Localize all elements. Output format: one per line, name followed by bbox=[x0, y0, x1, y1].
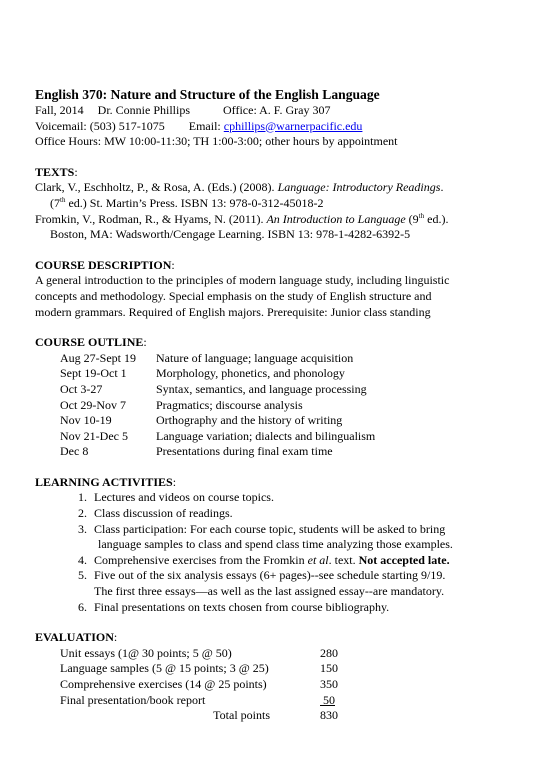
eval-points: 150 bbox=[320, 661, 338, 676]
table-row bbox=[35, 677, 525, 693]
eval-points: 350 bbox=[320, 677, 338, 691]
textbook-1-title: Language: Introductory Readings bbox=[277, 180, 441, 195]
total-row bbox=[35, 708, 525, 724]
activity-3: Class participation: For each course topic, students will be asked to bring bbox=[94, 521, 446, 536]
activity-6: Final presentations on texts chosen from course bibliography. bbox=[94, 599, 390, 614]
activities-heading: LEARNING ACTIVITIES: bbox=[35, 474, 177, 489]
office-location: Office: A. F. Gray 307 bbox=[223, 103, 331, 117]
activity-2: Class discussion of readings. bbox=[94, 506, 233, 521]
outline-row bbox=[35, 444, 525, 460]
activity-4-mid: . text. bbox=[328, 552, 359, 567]
term: Fall, 2014 bbox=[35, 103, 84, 117]
outline-heading-label: COURSE OUTLINE bbox=[35, 335, 144, 350]
list-item bbox=[90, 506, 525, 522]
outline-date: Sept 19-Oct 1 bbox=[60, 366, 127, 381]
total-label: Total points bbox=[213, 708, 270, 723]
outline-row bbox=[35, 351, 525, 367]
texts-heading: TEXTS: bbox=[35, 164, 78, 179]
evaluation-heading: EVALUATION: bbox=[35, 630, 118, 645]
texts-heading-label: TEXTS bbox=[35, 164, 75, 179]
table-row bbox=[35, 661, 525, 677]
outline-date: Dec 8 bbox=[60, 444, 89, 459]
eval-points: 50 bbox=[320, 692, 335, 707]
activity-4: Comprehensive exercises from the Fromkin bbox=[94, 552, 308, 567]
activity-3-continued: language samples to class and spend class time analyzing those examples. bbox=[98, 537, 453, 552]
textbook-1-authors: Clark, V., Eschholtz, P., & Rosa, A. (Eds.) (2008). bbox=[35, 180, 278, 195]
outline-row bbox=[35, 413, 525, 429]
evaluation-heading-label: EVALUATION bbox=[35, 630, 114, 645]
outline-row bbox=[35, 429, 525, 445]
list-item bbox=[90, 522, 525, 553]
textbook-1-end: . bbox=[440, 180, 444, 195]
textbook-1-edition bbox=[35, 196, 525, 212]
outline-topic: Pragmatics; discourse analysis bbox=[156, 397, 303, 412]
syllabus-content bbox=[35, 86, 525, 724]
contact-line bbox=[35, 119, 525, 135]
textbook-1 bbox=[35, 180, 525, 196]
voicemail: Voicemail: (503) 517-1075 bbox=[35, 118, 165, 133]
outline-date: Nov 10-19 bbox=[60, 413, 112, 428]
outline-topic: Language variation; dialects and bilingualism bbox=[156, 428, 376, 443]
textbook-2-authors: Fromkin, V., Rodman, R., & Hyams, N. (2011). bbox=[35, 211, 267, 226]
textbook-2-title: An Introduction to Language bbox=[266, 211, 406, 226]
outline-topic: Orthography and the history of writing bbox=[156, 413, 343, 428]
description-heading: COURSE DESCRIPTION: bbox=[35, 257, 175, 272]
instructor-name: Dr. Connie Phillips bbox=[97, 103, 191, 117]
eval-item: Unit essays (1@ 30 points; 5 @ 50) bbox=[60, 645, 232, 660]
list-item bbox=[90, 600, 525, 616]
textbook-2-edition-sup: th bbox=[418, 211, 425, 220]
eval-item: Final presentation/book report bbox=[60, 692, 206, 707]
outline-topic: Presentations during final exam time bbox=[156, 444, 333, 459]
total-points: 830 bbox=[320, 708, 338, 723]
outline-heading: COURSE OUTLINE: bbox=[35, 335, 147, 350]
outline-topic: Morphology, phonetics, and phonology bbox=[156, 366, 345, 381]
activity-4-warning: Not accepted late bbox=[358, 552, 447, 567]
list-item bbox=[90, 568, 525, 599]
outline-date: Oct 3-27 bbox=[60, 381, 103, 396]
activities-heading-label: LEARNING ACTIVITIES bbox=[35, 474, 173, 489]
email-label: Email: bbox=[188, 118, 221, 133]
activity-4-end: . bbox=[446, 552, 450, 567]
list-item bbox=[90, 490, 525, 506]
activity-1: Lectures and videos on course topics. bbox=[94, 490, 274, 505]
outline-row bbox=[35, 366, 525, 382]
table-row bbox=[35, 693, 525, 709]
description-heading-label: COURSE DESCRIPTION bbox=[35, 257, 172, 272]
outline-date: Oct 29-Nov 7 bbox=[60, 397, 126, 412]
activity-4-italic: et al bbox=[307, 552, 329, 567]
outline-row bbox=[35, 382, 525, 398]
textbook-2-publisher: Boston, MA: Wadsworth/Cengage Learning. ISBN 13: 978-1-4282-6392-5 bbox=[50, 227, 411, 242]
eval-item: Comprehensive exercises (14 @ 25 points) bbox=[60, 677, 267, 691]
activity-5-continued: The first three essays—as well as the last assigned essay--are mandatory. bbox=[94, 584, 445, 599]
description-line-1: A general introduction to the principles of modern language study, including linguistic bbox=[35, 273, 450, 288]
description-line-3: modern grammars. Required of English majors. Prerequisite: Junior class standing bbox=[35, 304, 431, 319]
outline-date: Nov 21-Dec 5 bbox=[60, 428, 128, 443]
term-line bbox=[35, 103, 525, 119]
activity-5: Five out of the six analysis essays (6+ pages)--see schedule starting 9/19. bbox=[94, 568, 446, 583]
outline-date: Aug 27-Sept 19 bbox=[60, 350, 136, 365]
eval-item: Language samples (5 @ 15 points; 3 @ 25) bbox=[60, 661, 269, 676]
email-link[interactable]: cphillips@warnerpacific.edu bbox=[223, 118, 363, 133]
eval-points: 280 bbox=[320, 645, 338, 660]
textbook-1-edition-pre: (7 bbox=[50, 195, 60, 210]
office-hours: Office Hours: MW 10:00-11:30; TH 1:00-3:00; other hours by appointment bbox=[35, 134, 398, 149]
outline-topic: Nature of language; language acquisition bbox=[156, 350, 354, 365]
textbook-2-edition-post: ed.). bbox=[424, 211, 449, 226]
course-title: English 370: Nature and Structure of the English Language bbox=[35, 87, 380, 102]
textbook-1-edition-sup: th bbox=[60, 195, 66, 204]
description-line-2: concepts and methodology. Special emphasis on the study of English structure and bbox=[35, 288, 432, 303]
list-item bbox=[90, 553, 525, 569]
textbook-1-publisher: ed.) St. Martin’s Press. ISBN 13: 978-0-312-45018-2 bbox=[65, 195, 324, 210]
outline-row bbox=[35, 398, 525, 414]
outline-topic: Syntax, semantics, and language processing bbox=[156, 381, 367, 396]
textbook-2 bbox=[35, 212, 525, 228]
table-row bbox=[35, 646, 525, 662]
textbook-2-edition-pre: (9 bbox=[405, 211, 419, 226]
activities-list bbox=[35, 490, 525, 615]
